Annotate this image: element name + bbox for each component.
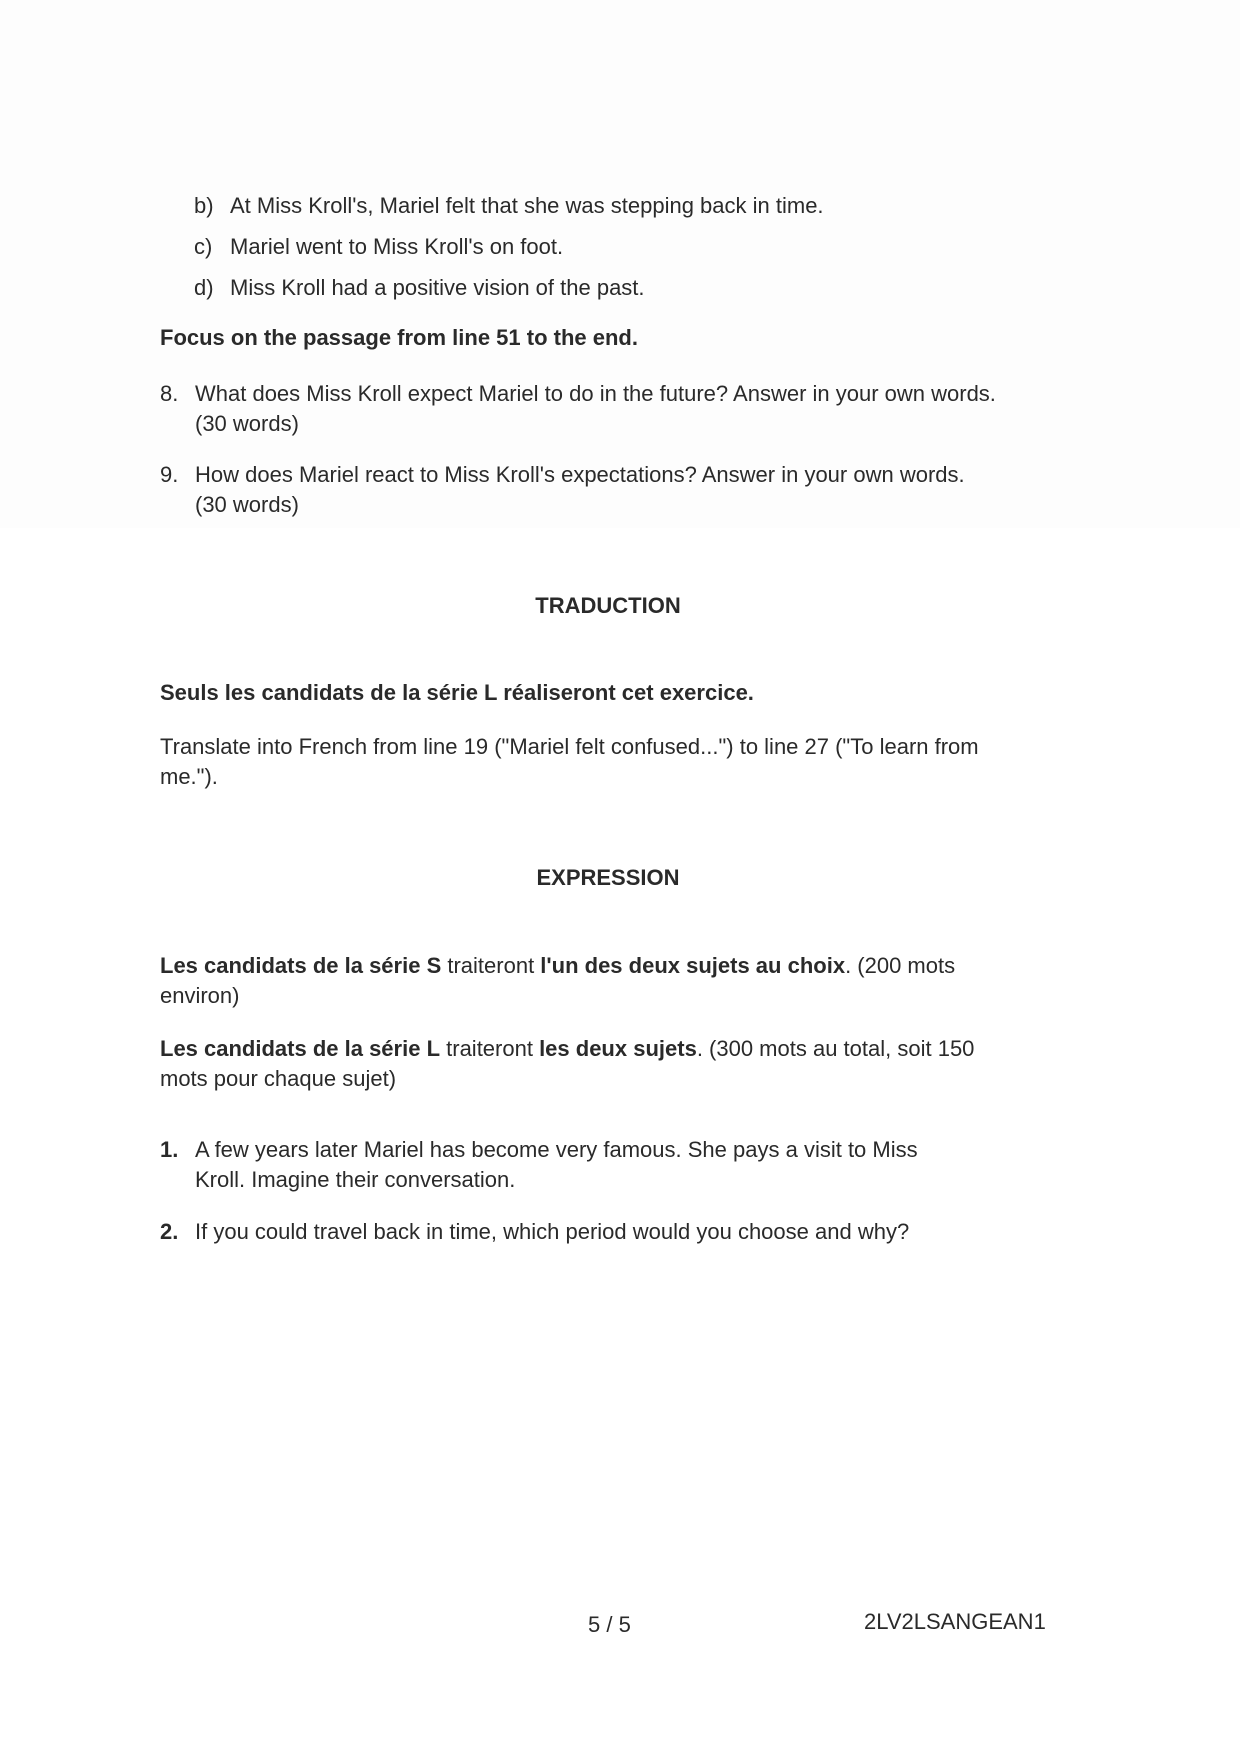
serie-l-text: traiteront xyxy=(440,1036,540,1061)
page-number: 5 / 5 xyxy=(588,1612,631,1637)
subject-text: If you could travel back in time, which period would you choose and why? xyxy=(195,1219,910,1244)
question-9-continuation: (30 words) xyxy=(195,492,299,517)
serie-s-wordcount: . (200 mots xyxy=(845,953,956,978)
serie-s-instruction-line2: environ) xyxy=(160,983,240,1008)
serie-s-label: Les candidats de la série S xyxy=(160,953,442,978)
question-8 xyxy=(160,378,996,410)
serie-l-label: Les candidats de la série L xyxy=(160,1036,441,1061)
subject-number: 1. xyxy=(160,1137,179,1162)
serie-l-instruction-line2: mots pour chaque sujet) xyxy=(160,1066,397,1091)
serie-s-instruction xyxy=(160,950,955,982)
subject-1-continuation: Kroll. Imagine their conversation. xyxy=(195,1167,516,1192)
list-item-c xyxy=(194,231,563,263)
question-number: 8. xyxy=(160,381,179,406)
serie-l-instruction xyxy=(160,1033,974,1065)
list-item-b xyxy=(194,190,824,222)
focus-heading: Focus on the passage from line 51 to the end. xyxy=(160,325,638,350)
item-text: At Miss Kroll's, Mariel felt that she was stepping back in time. xyxy=(230,193,824,218)
question-9 xyxy=(160,459,965,491)
question-8-continuation: (30 words) xyxy=(195,411,299,436)
serie-l-wordcount: . (300 mots au total, soit 150 xyxy=(696,1036,975,1061)
traduction-task-line2: me."). xyxy=(160,764,218,789)
item-text: Miss Kroll had a positive vision of the past. xyxy=(230,275,645,300)
traduction-instruction: Seuls les candidats de la série L réaliseront cet exercice. xyxy=(160,680,754,705)
question-text: What does Miss Kroll expect Mariel to do in the future? Answer in your own words. xyxy=(195,381,996,406)
serie-s-text: traiteront xyxy=(441,953,541,978)
item-marker: c) xyxy=(194,234,213,259)
question-text: How does Mariel react to Miss Kroll's expectations? Answer in your own words. xyxy=(195,462,965,487)
serie-l-subjects: les deux sujets xyxy=(539,1036,697,1061)
item-marker: b) xyxy=(194,193,214,218)
traduction-title: TRADUCTION xyxy=(535,593,681,618)
document-code: 2LV2LSANGEAN1 xyxy=(864,1609,1046,1634)
subject-text: A few years later Mariel has become very famous. She pays a visit to Miss xyxy=(195,1137,918,1162)
item-marker: d) xyxy=(194,275,214,300)
subject-number: 2. xyxy=(160,1219,179,1244)
item-text: Mariel went to Miss Kroll's on foot. xyxy=(230,234,564,259)
subject-1 xyxy=(160,1134,918,1166)
question-number: 9. xyxy=(160,462,179,487)
traduction-task-line1: Translate into French from line 19 ("Mariel felt confused...") to line 27 ("To learn from xyxy=(160,734,979,759)
expression-title: EXPRESSION xyxy=(536,865,680,890)
serie-s-choice: l'un des deux sujets au choix xyxy=(540,953,846,978)
list-item-d xyxy=(194,272,645,304)
subject-2 xyxy=(160,1216,909,1248)
